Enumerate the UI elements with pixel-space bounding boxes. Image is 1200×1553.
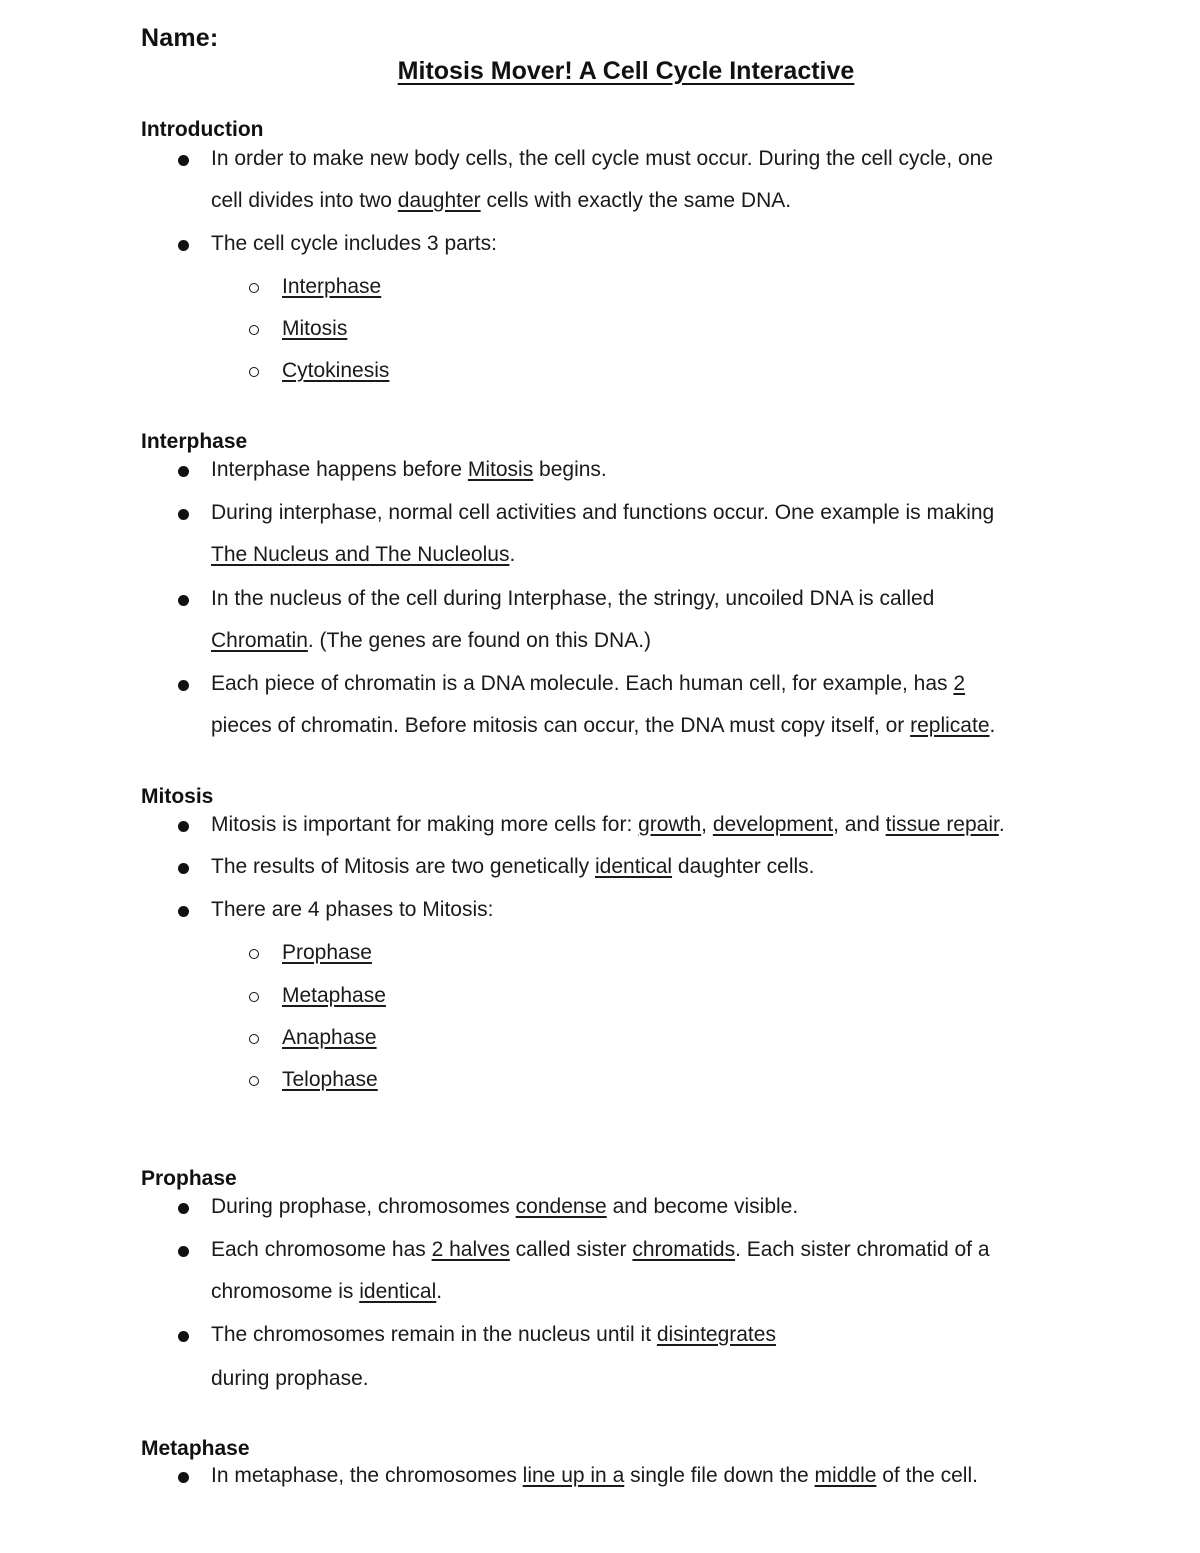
answer-blank: identical xyxy=(595,855,673,878)
text-segment: and become visible. xyxy=(606,1195,799,1218)
text-segment: . xyxy=(509,543,516,566)
bullet-icon xyxy=(178,509,189,520)
text-segment: . xyxy=(989,714,996,737)
prophase-bullet-2-line-1 xyxy=(211,1238,990,1262)
section-heading-interphase: Interphase xyxy=(141,430,248,453)
answer-blank: The Nucleus and The Nucleolus xyxy=(211,543,510,566)
answer-blank: 2 halves xyxy=(431,1238,510,1261)
circle-bullet-icon xyxy=(249,325,259,335)
answer-blank: condense xyxy=(515,1195,607,1218)
circle-bullet-icon xyxy=(249,949,259,959)
answer-blank: identical xyxy=(359,1280,437,1303)
answer-blank: growth xyxy=(638,813,702,836)
mitosis-phase-item: Anaphase xyxy=(282,1026,377,1049)
answer-blank: development xyxy=(712,813,834,836)
bullet-icon xyxy=(178,1203,189,1214)
cycle-part-item: Interphase xyxy=(282,275,382,298)
prophase-bullet-2-line-2 xyxy=(211,1280,442,1304)
mitosis-bullet-2 xyxy=(211,855,814,879)
answer-blank: tissue repair xyxy=(885,813,999,836)
interphase-bullet-3-line-1: In the nucleus of the cell during Interphase, the stringy, uncoiled DNA is called xyxy=(211,587,935,610)
text-segment: During prophase, chromosomes xyxy=(211,1195,516,1218)
answer-blank: daughter xyxy=(397,189,481,212)
text-segment: The results of Mitosis are two genetically xyxy=(211,855,595,878)
cycle-part-item: Mitosis xyxy=(282,317,348,340)
bullet-icon xyxy=(178,906,189,917)
text-segment: , xyxy=(701,813,713,836)
bullet-icon xyxy=(178,240,189,251)
interphase-bullet-4-line-1 xyxy=(211,672,965,696)
section-heading-metaphase: Metaphase xyxy=(141,1437,250,1460)
answer-blank: line up in a xyxy=(522,1464,625,1487)
circle-bullet-icon xyxy=(249,1034,259,1044)
bullet-icon xyxy=(178,1472,189,1483)
mitosis-bullet-3: There are 4 phases to Mitosis: xyxy=(211,898,494,921)
circle-bullet-icon xyxy=(249,283,259,293)
text-segment: . Each sister chromatid of a xyxy=(735,1238,990,1261)
text-segment: pieces of chromatin. Before mitosis can occur, the DNA must copy itself, or xyxy=(211,714,911,737)
section-heading-introduction: Introduction xyxy=(141,118,264,141)
text-segment: begins. xyxy=(533,458,607,481)
text-segment: Each piece of chromatin is a DNA molecule. Each human cell, for example, has xyxy=(211,672,954,695)
mitosis-phase-item: Telophase xyxy=(282,1068,378,1091)
bullet-icon xyxy=(178,466,189,477)
intro-bullet-2: The cell cycle includes 3 parts: xyxy=(211,232,497,255)
text-segment: . (The genes are found on this DNA.) xyxy=(307,629,652,652)
interphase-bullet-4-line-2 xyxy=(211,714,995,738)
text-segment: , and xyxy=(833,813,886,836)
name-label: Name: xyxy=(141,24,219,52)
text-segment: Mitosis is important for making more cells for: xyxy=(211,813,639,836)
interphase-bullet-1 xyxy=(211,458,607,482)
answer-blank: disintegrates xyxy=(656,1323,776,1346)
text-segment: single file down the xyxy=(624,1464,815,1487)
answer-blank: middle xyxy=(814,1464,877,1487)
intro-bullet-1-line-2 xyxy=(211,189,791,213)
text-segment: daughter cells. xyxy=(672,855,815,878)
text-segment: called sister xyxy=(509,1238,633,1261)
bullet-icon xyxy=(178,680,189,691)
text-segment: . xyxy=(998,813,1005,836)
text-segment: The chromosomes remain in the nucleus until it xyxy=(211,1323,657,1346)
cycle-part-item: Cytokinesis xyxy=(282,359,390,382)
bullet-icon xyxy=(178,155,189,166)
mitosis-bullet-1 xyxy=(211,813,1005,837)
interphase-bullet-2-line-1: During interphase, normal cell activities and functions occur. One example is making xyxy=(211,501,995,524)
bullet-icon xyxy=(178,595,189,606)
section-heading-prophase: Prophase xyxy=(141,1167,237,1190)
prophase-bullet-3-line-1 xyxy=(211,1323,776,1347)
text-segment: In metaphase, the chromosomes xyxy=(211,1464,523,1487)
prophase-bullet-1 xyxy=(211,1195,798,1219)
interphase-bullet-2-line-2 xyxy=(211,543,515,567)
circle-bullet-icon xyxy=(249,1076,259,1086)
page-title: Mitosis Mover! A Cell Cycle Interactive xyxy=(397,57,855,85)
mitosis-phase-item: Prophase xyxy=(282,941,372,964)
circle-bullet-icon xyxy=(249,367,259,377)
bullet-icon xyxy=(178,1331,189,1342)
text-segment: . xyxy=(436,1280,443,1303)
bullet-icon xyxy=(178,1246,189,1257)
answer-blank: replicate xyxy=(910,714,990,737)
answer-blank: Mitosis xyxy=(467,458,534,481)
section-heading-mitosis: Mitosis xyxy=(141,785,214,808)
text-segment: cell divides into two xyxy=(211,189,398,212)
text-segment: chromosome is xyxy=(211,1280,360,1303)
bullet-icon xyxy=(178,821,189,832)
text-segment: Interphase happens before xyxy=(211,458,468,481)
text-segment: cells with exactly the same DNA. xyxy=(480,189,792,212)
circle-bullet-icon xyxy=(249,992,259,1002)
bullet-icon xyxy=(178,863,189,874)
metaphase-bullet-1 xyxy=(211,1464,978,1488)
text-segment: of the cell. xyxy=(876,1464,978,1487)
answer-blank: Chromatin xyxy=(211,629,308,652)
interphase-bullet-3-line-2 xyxy=(211,629,651,653)
answer-blank: 2 xyxy=(953,672,966,695)
mitosis-phase-item: Metaphase xyxy=(282,984,386,1007)
answer-blank: chromatids xyxy=(632,1238,736,1261)
intro-bullet-1-line-1: In order to make new body cells, the cell cycle must occur. During the cell cycle, one xyxy=(211,147,994,170)
text-segment: Each chromosome has xyxy=(211,1238,432,1261)
prophase-bullet-3-line-2: during prophase. xyxy=(211,1367,369,1390)
